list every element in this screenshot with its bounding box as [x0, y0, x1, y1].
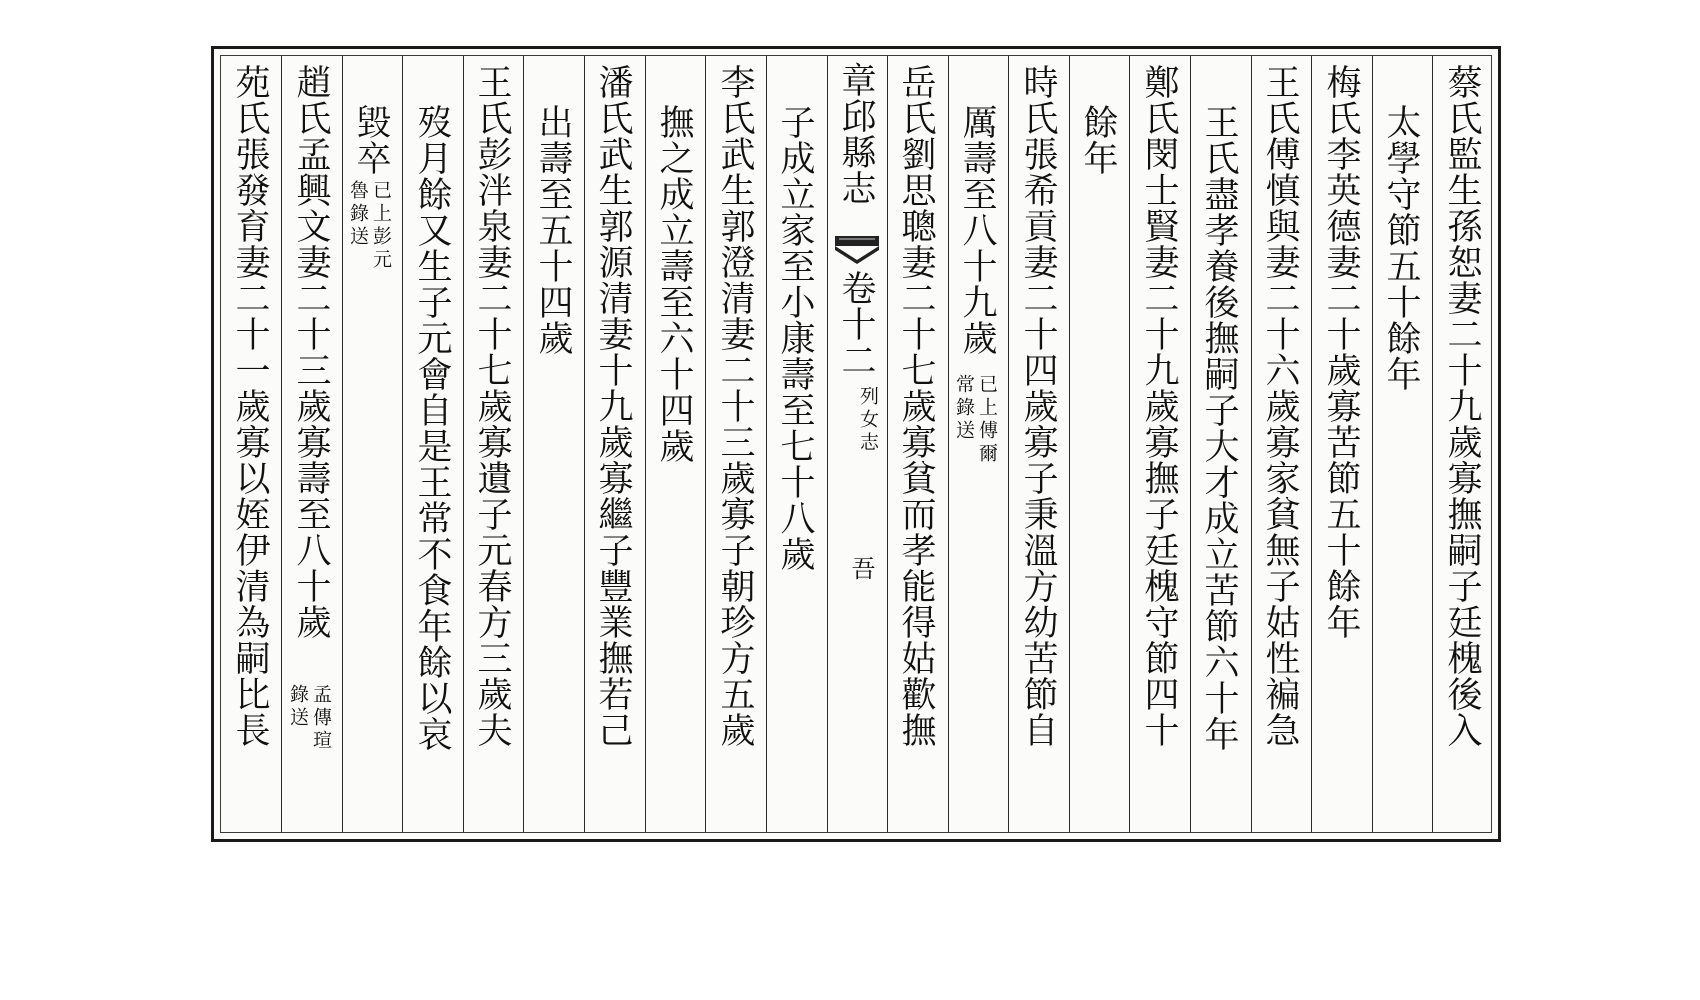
source-note: 孟傳瑄 錄送 [287, 684, 332, 753]
text-column-6: 鄭氏閔士賢妻二十九歲寡撫子廷槐守節四十 [1139, 64, 1179, 748]
page-number: 吾 [847, 556, 875, 584]
book-title: 章邱縣志 [836, 62, 876, 206]
text-column-17: 王氏彭泮泉妻二十七歲寡遺子元春方三歲夫 [472, 64, 512, 748]
text-column-20: 趙氏孟興文妻二十三歲寡壽至八十歲 [291, 64, 331, 640]
text-column-12: 子成立家至小康壽至七十八歲 [775, 104, 815, 572]
column-rule [827, 56, 828, 832]
source-note: 已上彭元 魯錄送 [347, 180, 392, 272]
text-column-19: 毀卒 [351, 104, 391, 176]
volume-label: 卷十二 [836, 270, 876, 378]
text-column-10: 岳氏劉思聰妻二十七歲寡貧而孝能得姑歡撫 [896, 64, 936, 748]
text-column-7: 餘年 [1078, 104, 1118, 176]
column-rule [1190, 56, 1191, 832]
column-rule [1432, 56, 1433, 832]
text-column-15: 潘氏武生郭源清妻十九歲寡繼子豐業撫若己 [593, 64, 633, 748]
column-rule [281, 56, 282, 832]
text-column-8: 時氏張希貢妻二十四歲寡子秉溫方幼苦節自 [1018, 64, 1058, 748]
text-column-14: 撫之成立壽至六十四歲 [654, 104, 694, 464]
column-rule [645, 56, 646, 832]
text-column-2: 太學守節五十餘年 [1381, 104, 1421, 392]
column-rule [1008, 56, 1009, 832]
text-column-21: 苑氏張發育妻二十一歲寡以姪伊清為嗣比長 [230, 64, 270, 748]
text-column-16: 出壽至五十四歲 [533, 104, 573, 356]
column-rule [584, 56, 585, 832]
column-rule [463, 56, 464, 832]
fishtail-mark [833, 234, 881, 264]
column-rule [1311, 56, 1312, 832]
column-rule [1069, 56, 1070, 832]
section-label: 列女志 [857, 386, 879, 455]
text-column-3: 梅氏李英德妻二十歲寡苦節五十餘年 [1321, 64, 1361, 640]
column-rule [887, 56, 888, 832]
text-block [220, 55, 1492, 833]
text-column-4: 王氏傅慎與妻二十六歲寡家貧無子姑性褊急 [1260, 64, 1300, 748]
source-note: 已上傅爾 常錄送 [953, 374, 998, 466]
column-rule [948, 56, 949, 832]
text-column-13: 李氏武生郭澄清妻二十三歲寡子朝珍方五歲 [715, 64, 755, 748]
column-rule [1251, 56, 1252, 832]
column-rule [1129, 56, 1130, 832]
column-rule [705, 56, 706, 832]
column-rule [523, 56, 524, 832]
column-rule [1372, 56, 1373, 832]
column-rule [402, 56, 403, 832]
text-column-1: 蔡氏監生孫恕妻二十九歲寡撫嗣子廷槐後入 [1442, 64, 1482, 748]
text-column-9: 厲壽至八十九歲 [957, 104, 997, 356]
text-column-18: 歿月餘又生子元會自是王常不食年餘以哀 [412, 104, 452, 752]
column-rule [342, 56, 343, 832]
column-rule [766, 56, 767, 832]
document-frame [211, 46, 1501, 842]
text-column-5: 王氏盡孝養後撫嗣子大才成立苦節六十年 [1199, 104, 1239, 752]
